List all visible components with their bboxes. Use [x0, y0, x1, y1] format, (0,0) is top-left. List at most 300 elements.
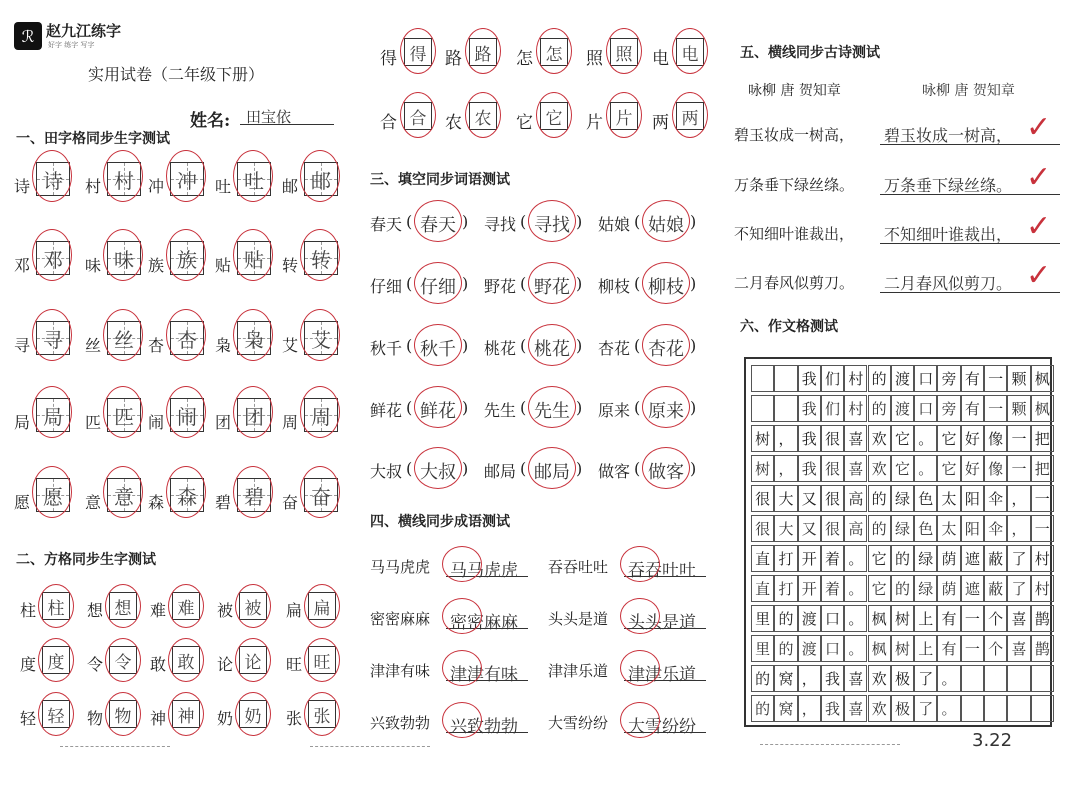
- bracket: ): [690, 459, 697, 478]
- grid-cell: 它: [937, 455, 960, 482]
- grid-cell: 有: [961, 395, 984, 422]
- grading-circle: [528, 200, 576, 242]
- prompt-character: 杏: [148, 336, 165, 355]
- grading-circle: [414, 262, 462, 304]
- grid-cell: 伞: [984, 485, 1007, 512]
- grid-cell: 了: [914, 665, 937, 692]
- grading-circle: [414, 200, 462, 242]
- bracket: ): [690, 212, 697, 231]
- handwritten-answer: 桃花: [534, 339, 570, 360]
- bracket: (: [406, 459, 413, 478]
- grading-circle: [620, 598, 660, 634]
- prompt-character: 片: [586, 113, 603, 133]
- handwritten-character: 村: [114, 168, 134, 193]
- grid-cell: 我: [798, 455, 821, 482]
- poem-line: 不知细叶谁裁出，: [734, 225, 855, 243]
- grid-cell: 的: [774, 635, 797, 662]
- name-underline: [240, 124, 334, 125]
- bracket: (: [634, 336, 641, 355]
- poem-line: 碧玉妆成一树高，: [734, 126, 855, 144]
- prompt-word: 仔细: [370, 277, 403, 296]
- grid-cell: 的: [751, 665, 774, 692]
- prompt-word: 寻找: [484, 215, 517, 234]
- grid-cell: 太: [937, 515, 960, 542]
- grid-cell: 枫: [868, 605, 891, 632]
- grading-circle: [620, 702, 660, 738]
- grid-cell: 极: [891, 665, 914, 692]
- handwritten-character: 轻: [47, 706, 65, 727]
- grid-cell: 上: [914, 605, 937, 632]
- grid-cell: 好: [961, 455, 984, 482]
- grid-cell: 的: [868, 485, 891, 512]
- grid-cell: 它: [868, 545, 891, 572]
- grid-cell: 喜: [844, 425, 867, 452]
- grid-cell: 开: [798, 575, 821, 602]
- handwritten-character: 意: [114, 484, 134, 509]
- grid-cell: 伞: [984, 515, 1007, 542]
- handwritten-idiom: 大雪纷纷: [628, 717, 696, 737]
- handwritten-idiom: 津津有味: [450, 665, 518, 685]
- grid-cell: 枫: [868, 635, 891, 662]
- handwritten-character: 合: [409, 108, 427, 129]
- grid-cell: [774, 395, 797, 422]
- grid-cell: 直: [751, 545, 774, 572]
- grid-cell: 高: [844, 485, 867, 512]
- prompt-character: 村: [85, 177, 102, 196]
- grid-cell: 它: [937, 425, 960, 452]
- grid-cell: [751, 365, 774, 392]
- grid-cell: ，: [1007, 485, 1030, 512]
- prompt-idiom: 兴致勃勃: [370, 714, 431, 732]
- prompt-character: 意: [85, 493, 102, 512]
- handwritten-poem-line: 万条垂下绿丝绦。: [884, 176, 1013, 195]
- grid-cell: 很: [821, 455, 844, 482]
- prompt-idiom: 吞吞吐吐: [548, 558, 609, 576]
- bracket: (: [406, 336, 413, 355]
- prompt-character: 敢: [150, 655, 167, 674]
- grid-cell: 阳: [961, 485, 984, 512]
- handwritten-character: 想: [114, 598, 132, 619]
- poem-title: 咏柳 唐 贺知章: [748, 83, 841, 99]
- grading-circle: [528, 324, 576, 366]
- grid-cell: 的: [868, 515, 891, 542]
- prompt-character: 论: [217, 655, 234, 674]
- footer-line: [310, 746, 430, 747]
- checkmark-icon: ✓: [1026, 110, 1052, 145]
- grid-cell: 它: [891, 425, 914, 452]
- grid-cell: 口: [821, 635, 844, 662]
- grid-cell: 颗: [1007, 395, 1030, 422]
- grading-circle: [528, 262, 576, 304]
- grid-cell: 有: [937, 605, 960, 632]
- bracket: (: [634, 398, 641, 417]
- grid-cell: 像: [984, 455, 1007, 482]
- bracket: (: [406, 274, 413, 293]
- grid-cell: 一: [961, 635, 984, 662]
- grid-cell: 树: [891, 635, 914, 662]
- prompt-character: 森: [148, 493, 165, 512]
- grid-cell: 了: [1007, 545, 1030, 572]
- handwritten-character: 局: [43, 404, 63, 429]
- handwritten-character: 族: [177, 247, 197, 272]
- prompt-idiom: 马马虎虎: [370, 558, 431, 576]
- footer-line: [760, 744, 900, 745]
- handwritten-character: 邓: [43, 247, 63, 272]
- prompt-character: 合: [380, 113, 397, 133]
- prompt-character: 邓: [14, 256, 31, 275]
- grid-cell: 们: [821, 365, 844, 392]
- bracket: (: [520, 398, 527, 417]
- grid-cell: 绿: [914, 545, 937, 572]
- grid-cell: 村: [1031, 575, 1054, 602]
- grid-cell: 的: [891, 575, 914, 602]
- grid-cell: 喜: [844, 695, 867, 722]
- prompt-character: 度: [20, 655, 37, 674]
- grading-circle: [642, 324, 690, 366]
- grid-cell: 。: [844, 635, 867, 662]
- bracket: ): [462, 212, 469, 231]
- grid-cell: 口: [914, 395, 937, 422]
- bracket: ): [690, 274, 697, 293]
- handwritten-character: 怎: [545, 44, 563, 65]
- grid-cell: 绿: [914, 575, 937, 602]
- grid-cell: 高: [844, 515, 867, 542]
- grading-circle: [642, 200, 690, 242]
- poem-title-handwritten: 咏柳 唐 贺知章: [922, 83, 1015, 99]
- prompt-word: 先生: [484, 401, 517, 420]
- section-3-heading: 三、填空同步词语测试: [370, 172, 510, 188]
- prompt-character: 愿: [14, 493, 31, 512]
- handwritten-answer: 姑娘: [648, 215, 684, 236]
- prompt-character: 令: [87, 655, 104, 674]
- grid-cell: 树: [751, 425, 774, 452]
- paper-title: 实用试卷（二年级下册）: [88, 65, 265, 84]
- handwritten-character: 匹: [114, 404, 134, 429]
- grid-cell: 。: [844, 575, 867, 602]
- grid-cell: 很: [821, 485, 844, 512]
- grid-cell: 遮: [961, 545, 984, 572]
- grid-cell: 遮: [961, 575, 984, 602]
- grid-cell: 太: [937, 485, 960, 512]
- prompt-character: 诗: [14, 177, 31, 196]
- handwritten-answer: 杏花: [648, 339, 684, 360]
- grid-cell: 口: [821, 605, 844, 632]
- handwritten-character: 度: [47, 652, 65, 673]
- brand-logo-icon: ℛ: [14, 22, 42, 50]
- grid-cell: 窝: [774, 695, 797, 722]
- handwritten-character: 敢: [177, 652, 195, 673]
- grid-cell: 。: [937, 665, 960, 692]
- grid-cell: [984, 665, 1007, 692]
- grid-cell: 。: [914, 425, 937, 452]
- grid-cell: 的: [751, 695, 774, 722]
- poem-line: 万条垂下绿丝绦。: [734, 176, 855, 194]
- grid-cell: 的: [868, 365, 891, 392]
- handwritten-character: 丝: [114, 327, 134, 352]
- handwritten-answer: 鲜花: [420, 401, 456, 422]
- grid-cell: 很: [821, 515, 844, 542]
- handwritten-character: 它: [545, 108, 563, 129]
- handwritten-answer: 野花: [534, 277, 570, 298]
- grid-cell: 一: [1007, 425, 1030, 452]
- prompt-word: 秋千: [370, 339, 403, 358]
- bracket: ): [690, 336, 697, 355]
- grid-cell: 一: [984, 365, 1007, 392]
- grid-cell: 欢: [868, 695, 891, 722]
- handwritten-character: 奋: [311, 484, 331, 509]
- bracket: (: [520, 274, 527, 293]
- prompt-word: 春天: [370, 215, 403, 234]
- handwritten-answer: 秋千: [420, 339, 456, 360]
- handwritten-idiom: 马马虎虎: [450, 561, 518, 581]
- handwritten-answer: 仔细: [420, 277, 456, 298]
- grid-cell: 绿: [891, 515, 914, 542]
- grid-cell: 了: [914, 695, 937, 722]
- grid-cell: 很: [751, 485, 774, 512]
- prompt-idiom: 头头是道: [548, 610, 609, 628]
- grid-cell: 旁: [937, 395, 960, 422]
- prompt-character: 两: [652, 113, 669, 133]
- prompt-character: 路: [445, 49, 462, 69]
- grid-cell: 又: [798, 485, 821, 512]
- grading-circle: [442, 546, 482, 582]
- prompt-character: 被: [217, 601, 234, 620]
- handwritten-character: 旺: [313, 652, 331, 673]
- grid-cell: [1031, 665, 1054, 692]
- bracket: (: [634, 459, 641, 478]
- prompt-character: 轻: [20, 709, 37, 728]
- grading-circle: [414, 324, 462, 366]
- prompt-idiom: 密密麻麻: [370, 610, 431, 628]
- grid-cell: [774, 365, 797, 392]
- handwritten-answer: 做客: [648, 462, 684, 483]
- handwritten-character: 寻: [43, 327, 63, 352]
- prompt-character: 难: [150, 601, 167, 620]
- grid-cell: 很: [751, 515, 774, 542]
- handwritten-poem-line: 二月春风似剪刀。: [884, 274, 1013, 293]
- grid-cell: 一: [961, 605, 984, 632]
- prompt-character: 闹: [148, 413, 165, 432]
- bracket: ): [690, 398, 697, 417]
- grid-cell: 色: [914, 515, 937, 542]
- handwritten-character: 邮: [311, 168, 331, 193]
- handwritten-character: 碧: [244, 484, 264, 509]
- grid-cell: 很: [821, 425, 844, 452]
- prompt-character: 味: [85, 256, 102, 275]
- grid-cell: 一: [1031, 485, 1054, 512]
- handwritten-character: 得: [409, 44, 427, 65]
- grid-cell: [1031, 695, 1054, 722]
- name-value: 田宝依: [246, 108, 292, 126]
- handwritten-character: 路: [474, 44, 492, 65]
- prompt-character: 柱: [20, 601, 37, 620]
- prompt-character: 电: [652, 49, 669, 69]
- grid-cell: 着: [821, 545, 844, 572]
- grid-cell: 喜: [1007, 635, 1030, 662]
- bracket: (: [520, 336, 527, 355]
- prompt-character: 得: [380, 49, 397, 69]
- grid-cell: 我: [798, 395, 821, 422]
- grid-cell: ，: [1007, 515, 1030, 542]
- handwritten-answer: 寻找: [534, 215, 570, 236]
- grid-cell: 大: [774, 515, 797, 542]
- brand-name: 赵九江练字: [46, 22, 122, 40]
- bracket: ): [462, 336, 469, 355]
- bracket: (: [406, 398, 413, 417]
- grid-cell: 欢: [868, 665, 891, 692]
- grid-cell: 村: [1031, 545, 1054, 572]
- handwritten-idiom: 头头是道: [628, 613, 696, 633]
- grid-cell: 渡: [798, 635, 821, 662]
- grid-cell: 喜: [844, 665, 867, 692]
- handwritten-answer: 大叔: [420, 462, 456, 483]
- handwritten-idiom: 密密麻麻: [450, 613, 518, 633]
- prompt-word: 大叔: [370, 462, 403, 481]
- grid-cell: 色: [914, 485, 937, 512]
- grid-cell: 里: [751, 605, 774, 632]
- handwritten-character: 被: [244, 598, 262, 619]
- bracket: ): [462, 274, 469, 293]
- handwritten-idiom: 兴致勃勃: [450, 717, 518, 737]
- grid-cell: 欢: [868, 425, 891, 452]
- section-5-heading: 五、横线同步古诗测试: [740, 45, 880, 61]
- prompt-character: 族: [148, 256, 165, 275]
- handwritten-character: 冲: [177, 168, 197, 193]
- handwritten-character: 令: [114, 652, 132, 673]
- checkmark-icon: ✓: [1026, 209, 1052, 244]
- bracket: (: [520, 212, 527, 231]
- handwritten-character: 味: [114, 247, 134, 272]
- grading-circle: [414, 447, 462, 489]
- grid-cell: 有: [937, 635, 960, 662]
- grid-cell: 打: [774, 545, 797, 572]
- prompt-character: 神: [150, 709, 167, 728]
- grid-cell: 好: [961, 425, 984, 452]
- grid-cell: 。: [844, 605, 867, 632]
- grid-cell: 又: [798, 515, 821, 542]
- handwritten-character: 农: [474, 108, 492, 129]
- grid-cell: [984, 695, 1007, 722]
- handwritten-character: 森: [177, 484, 197, 509]
- grid-cell: 打: [774, 575, 797, 602]
- handwritten-character: 杏: [177, 327, 197, 352]
- prompt-word: 鲜花: [370, 401, 403, 420]
- prompt-character: 团: [215, 413, 232, 432]
- bracket: ): [576, 274, 583, 293]
- handwritten-character: 闹: [177, 404, 197, 429]
- handwritten-character: 两: [681, 108, 699, 129]
- prompt-character: 贴: [215, 256, 232, 275]
- section-2-heading: 二、方格同步生字测试: [16, 552, 156, 568]
- prompt-character: 局: [14, 413, 31, 432]
- prompt-word: 邮局: [484, 462, 517, 481]
- grading-circle: [528, 447, 576, 489]
- date-mark: 3.22: [972, 730, 1013, 751]
- bracket: (: [634, 274, 641, 293]
- prompt-character: 扁: [286, 601, 303, 620]
- prompt-character: 艾: [282, 336, 299, 355]
- grid-cell: 窝: [774, 665, 797, 692]
- prompt-character: 怎: [516, 49, 533, 69]
- prompt-character: 邮: [282, 177, 299, 196]
- grid-cell: 上: [914, 635, 937, 662]
- grid-cell: 一: [1031, 515, 1054, 542]
- prompt-word: 杏花: [598, 339, 631, 358]
- grid-cell: 我: [821, 695, 844, 722]
- prompt-character: 物: [87, 709, 104, 728]
- bracket: (: [406, 212, 413, 231]
- handwritten-character: 转: [311, 247, 331, 272]
- handwritten-character: 团: [244, 404, 264, 429]
- grading-circle: [442, 650, 482, 686]
- grid-cell: [1007, 695, 1030, 722]
- prompt-idiom: 津津有味: [370, 662, 431, 680]
- name-label: 姓名:: [190, 111, 231, 131]
- grid-cell: 渡: [798, 605, 821, 632]
- grid-cell: 把: [1031, 425, 1054, 452]
- handwritten-poem-line: 不知细叶谁裁出，: [884, 225, 1013, 244]
- grading-circle: [642, 447, 690, 489]
- prompt-character: 冲: [148, 177, 165, 196]
- grid-cell: 颗: [1007, 365, 1030, 392]
- prompt-character: 照: [586, 49, 603, 69]
- grid-cell: 村: [844, 395, 867, 422]
- bracket: (: [634, 212, 641, 231]
- section-4-heading: 四、横线同步成语测试: [370, 514, 510, 530]
- handwritten-answer: 柳枝: [648, 277, 684, 298]
- grid-cell: 像: [984, 425, 1007, 452]
- prompt-character: 想: [87, 601, 104, 620]
- grid-cell: ，: [798, 665, 821, 692]
- grid-cell: 喜: [1007, 605, 1030, 632]
- grid-cell: [1007, 665, 1030, 692]
- grid-cell: 蔽: [984, 575, 1007, 602]
- brand-sub: 好字 练字 写字: [48, 41, 95, 49]
- composition-grid: [744, 357, 1052, 727]
- bracket: ): [576, 212, 583, 231]
- grid-cell: 荫: [937, 545, 960, 572]
- prompt-word: 原来: [598, 401, 631, 420]
- prompt-character: 农: [445, 113, 462, 133]
- grid-cell: 渡: [891, 365, 914, 392]
- grid-cell: 树: [751, 455, 774, 482]
- grid-cell: 阳: [961, 515, 984, 542]
- bracket: ): [576, 398, 583, 417]
- bracket: ): [462, 398, 469, 417]
- footer-line: [60, 746, 170, 747]
- grading-circle: [442, 702, 482, 738]
- handwritten-character: 电: [681, 44, 699, 65]
- handwritten-poem-line: 碧玉妆成一树高，: [884, 126, 1013, 145]
- handwritten-character: 周: [311, 404, 331, 429]
- grading-circle: [442, 598, 482, 634]
- grid-cell: 。: [844, 545, 867, 572]
- grid-cell: 一: [1007, 455, 1030, 482]
- prompt-character: 寻: [14, 336, 31, 355]
- checkmark-icon: ✓: [1026, 258, 1052, 293]
- prompt-character: 碧: [215, 493, 232, 512]
- grading-circle: [620, 650, 660, 686]
- handwritten-character: 枭: [244, 327, 264, 352]
- grid-cell: 鹊: [1031, 635, 1054, 662]
- grading-circle: [528, 386, 576, 428]
- grid-cell: 着: [821, 575, 844, 602]
- handwritten-character: 物: [114, 706, 132, 727]
- handwritten-character: 吐: [244, 168, 264, 193]
- grid-cell: 把: [1031, 455, 1054, 482]
- prompt-character: 奋: [282, 493, 299, 512]
- checkmark-icon: ✓: [1026, 160, 1052, 195]
